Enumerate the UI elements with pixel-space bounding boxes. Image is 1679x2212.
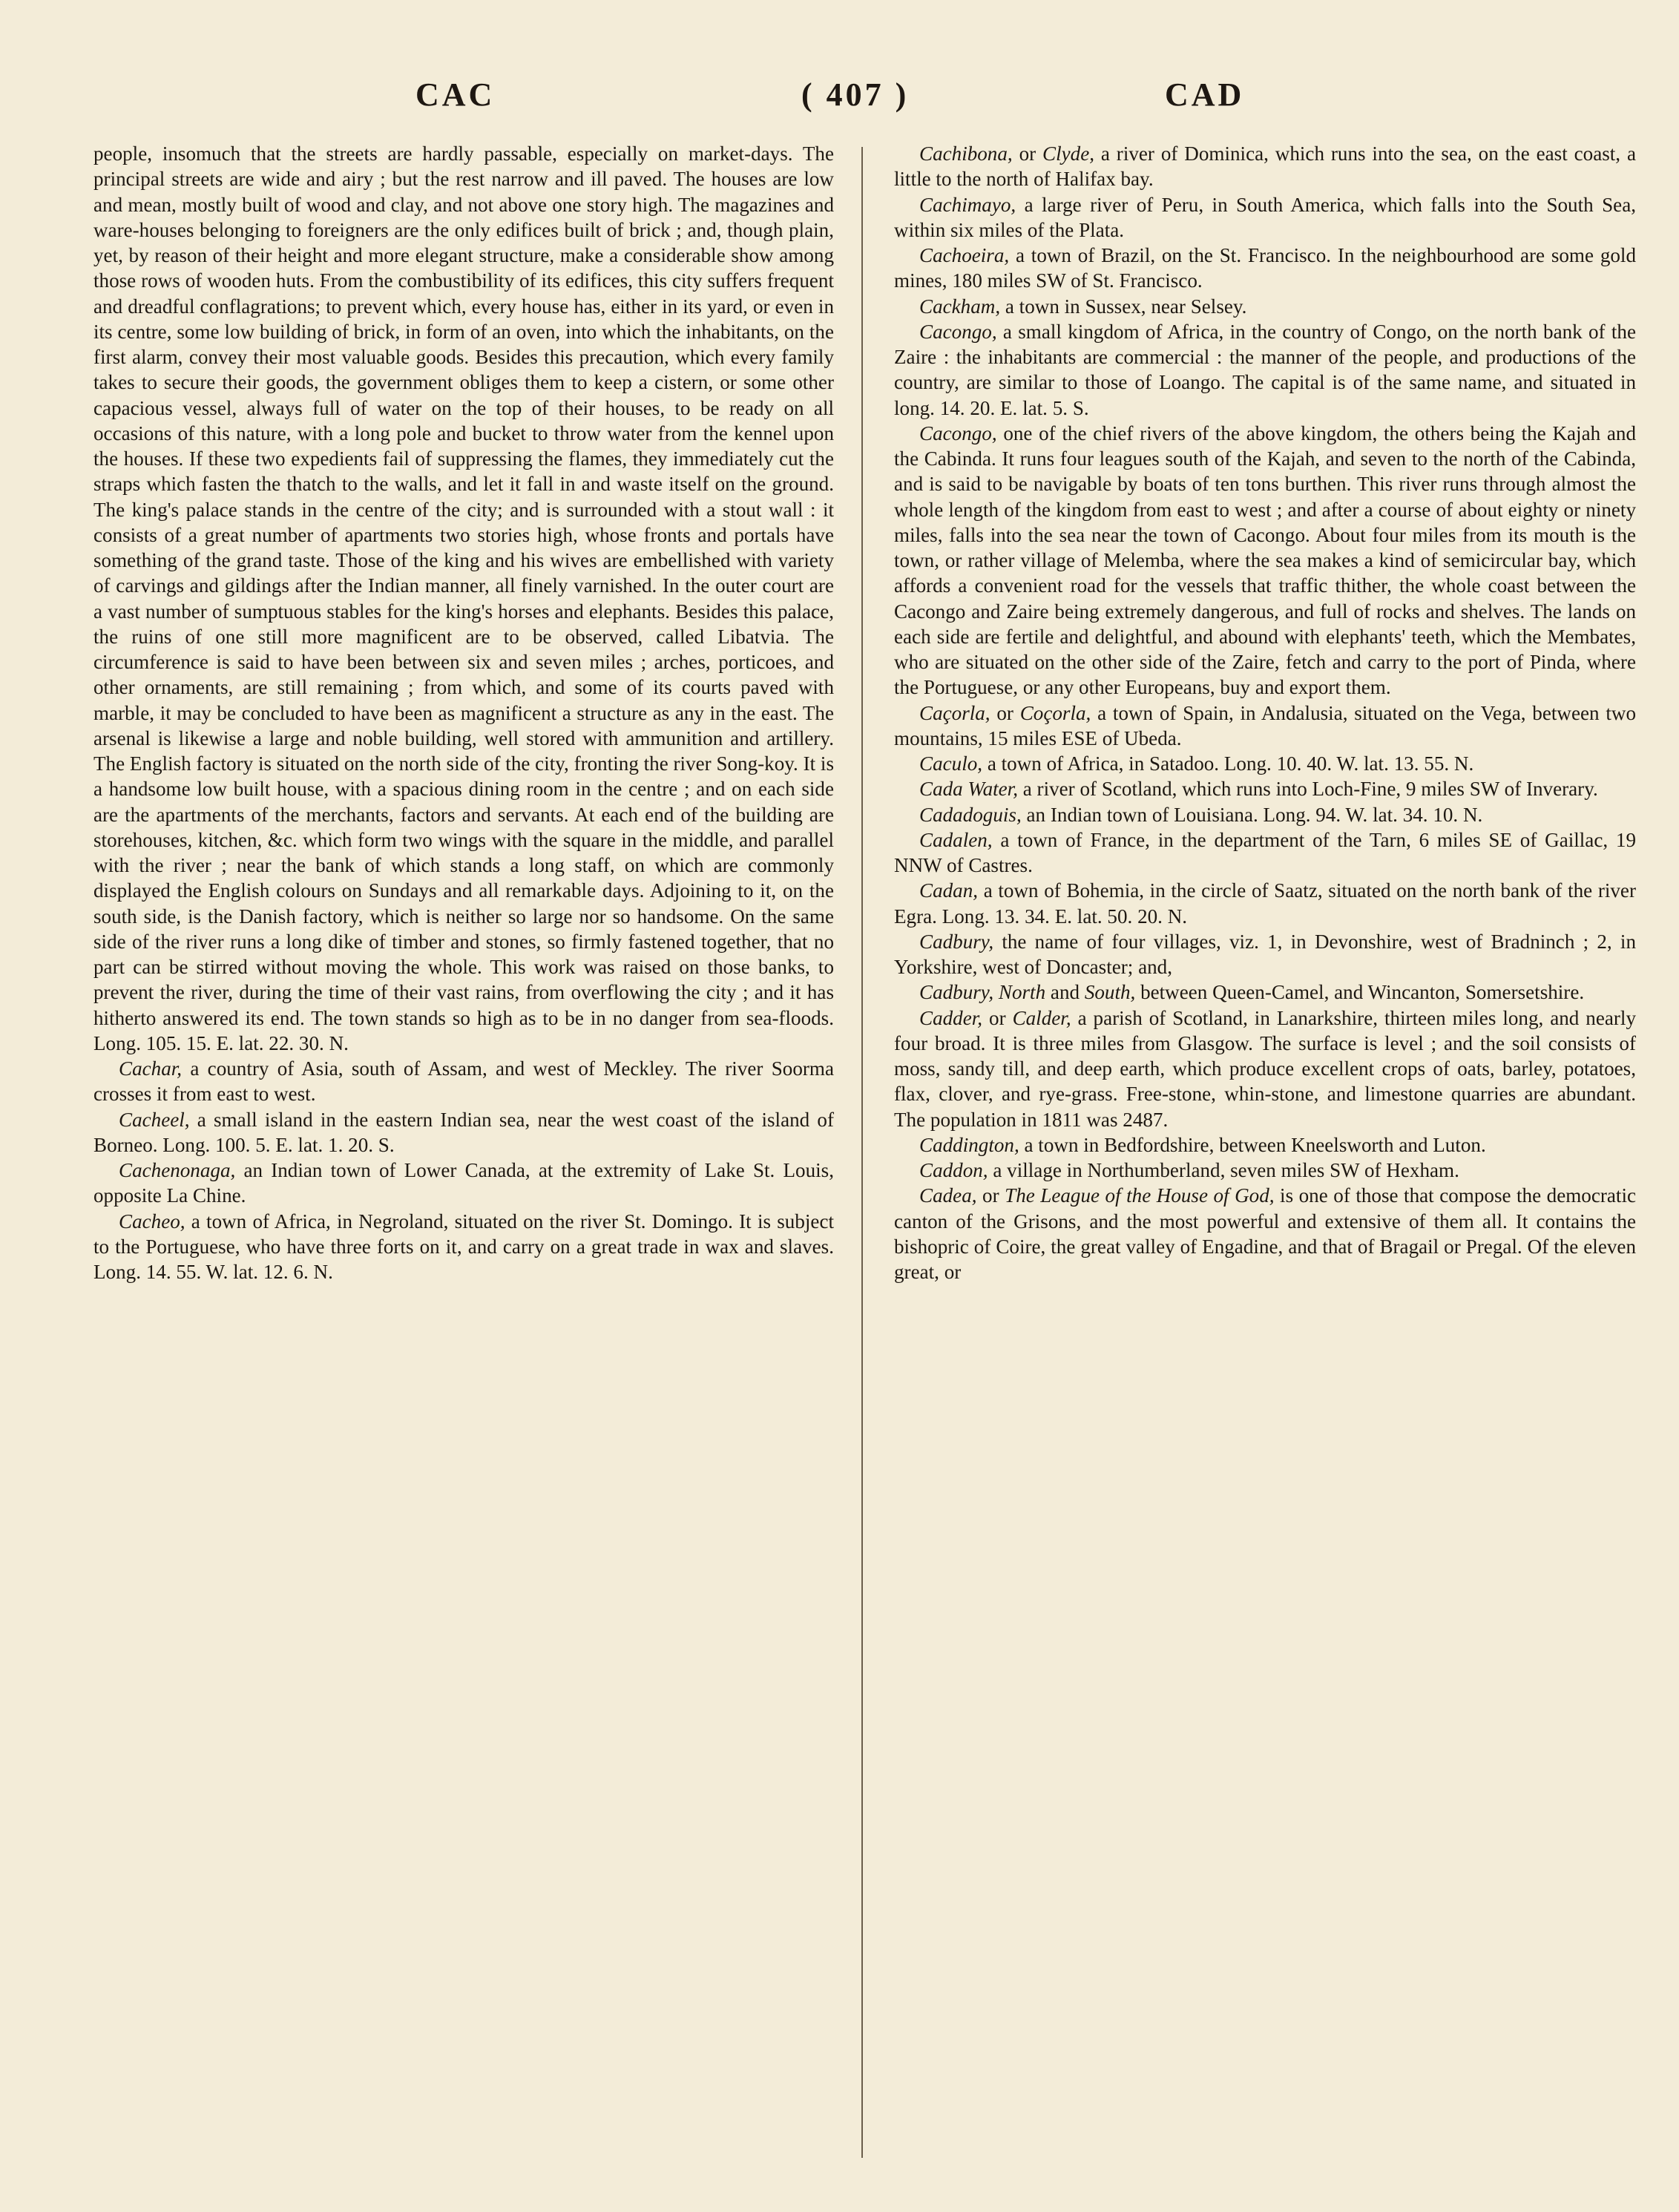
headword: Cackham, (919, 295, 1001, 318)
connector: or (976, 1184, 1005, 1207)
entry-caddington (894, 1132, 1636, 1158)
entry-text: a small island in the eastern Indian sea, near the west coast of the island of Borneo. Long. 100. 5. E. lat. 1. 20. S. (93, 1108, 834, 1156)
right-column (894, 141, 1636, 1284)
entry-caddon (894, 1158, 1636, 1183)
entry-cadder (894, 1005, 1636, 1132)
headword: Cadbury, (919, 981, 994, 1004)
entry-cacheel (93, 1107, 834, 1158)
entry-text: a town of Africa, in Satadoo. Long. 10. 40. W. lat. 13. 55. N. (982, 752, 1474, 775)
entry-text: a country of Asia, south of Assam, and west of Meckley. The river Soorma crosses it from east to west. (93, 1057, 834, 1106)
entry-text: a river of Scotland, which runs into Loch-Fine, 9 miles SW of Inverary. (1017, 778, 1598, 801)
headword: Cacongo, (919, 421, 997, 444)
headword: Caçorla, (919, 701, 990, 724)
connector: or (1012, 142, 1043, 165)
entry-text: is one of those that compose the democratic canton of the Grisons, and the most powerful and extensive of them all. It contains the bishopric of Coire, the great valley of Engadine, and that of Bragail or Pregal. Of the eleven great, or (894, 1184, 1636, 1283)
page-number: ( 407 ) (801, 76, 910, 113)
headword: Cachar, (119, 1057, 183, 1080)
connector: and (1045, 981, 1085, 1004)
alternate-headword: South, (1084, 981, 1136, 1004)
headword: Cada Water, (919, 778, 1018, 801)
entry-cacheo (93, 1209, 834, 1285)
alternate-headword: North (998, 981, 1046, 1004)
entry-cada-water (894, 776, 1636, 801)
entry-cachibona (894, 141, 1636, 192)
headword: Cacheel, (119, 1108, 190, 1131)
headword: Cadder, (919, 1006, 983, 1029)
header-left-catchword: CAC (415, 76, 496, 113)
entry-text: a river of Dominica, which runs into the sea, on the east coast, a little to the north of Halifax bay. (894, 142, 1636, 191)
entry-cachoeira (894, 243, 1636, 294)
entry-text: a town of France, in the department of the Tarn, 6 miles SE of Gaillac, 19 NNW of Castres. (894, 828, 1636, 876)
headword: Cadan, (919, 879, 979, 902)
entry-cadalen (894, 827, 1636, 879)
entry-text: between Queen-Camel, and Wincanton, Somersetshire. (1135, 981, 1585, 1004)
headword: Cachenonaga, (119, 1159, 236, 1181)
headword: Caculo, (919, 752, 983, 775)
entry-cacongo-kingdom (894, 319, 1636, 421)
entry-text: one of the chief rivers of the above kingdom, the others being the Kajah and the Cabinda. It runs four leagues south of the Kajah, and seven to the north of the Cabinda, and is said to be navigable by boats of ten tons burthen. This river runs through almost the whole length of the kingdom from east to west ; and after a course of about eighty or ninety miles, falls into the sea near the town of Cacongo. About four miles from its mouth is the town, or rather village of Melemba, where the sea makes a kind of semicircular bay, which affords a convenient road for the vessels that traffic thither, the whole coast between the Cacongo and Zaire being extremely dangerous, and full of rocks and shelves. The lands on each side are fertile and delightful, and abound with elephants' teeth, which the Membates, who are situated on the other side of the Zaire, fetch and carry to the port of Pinda, where the Portuguese, or any other Europeans, buy and export them. (894, 421, 1636, 699)
header-right-catchword: CAD (1165, 76, 1245, 113)
headword: Caddon, (919, 1159, 988, 1181)
entry-text: a town of Africa, in Negroland, situated on the river St. Domingo. It is subject to the Portuguese, who have three forts on it, and carry on a great trade in wax and slaves. Long. 14. 55. W. lat. 12. 6. N. (93, 1210, 834, 1283)
entry-text: a town of Spain, in Andalusia, situated on the Vega, between two mountains, 15 miles ESE of Ubeda. (894, 701, 1636, 749)
headword: Cadbury, (919, 930, 994, 953)
entry-text: a village in Northumberland, seven miles SW of Hexham. (988, 1159, 1459, 1181)
entry-text: a parish of Scotland, in Lanarkshire, thirteen miles long, and nearly four broad. It is three miles from Glasgow. The surface is level ; and the soil consists of moss, sandy till, and deep earth, which produce excellent crops of oats, barley, potatoes, flax, clover, and rye-grass. Free-stone, whin-stone, and limestone quarries are abundant. The population in 1811 was 2487. (894, 1006, 1636, 1131)
connector: or (982, 1006, 1013, 1029)
entry-cadea (894, 1183, 1636, 1284)
headword: Cachibona, (919, 142, 1013, 165)
entry-text: a large river of Peru, in South America, which falls into the South Sea, within six miles of the Plata. (894, 193, 1636, 241)
entry-text: a town in Sussex, near Selsey. (1000, 295, 1247, 318)
continued-entry-text: people, insomuch that the streets are hardly passable, especially on market-days. The principal streets are wide and airy ; but the rest narrow and ill paved. The houses are low and mean, mostly built of wood and clay, and not above one story high. The magazines and ware-houses belonging to foreigners are the only edifices built of brick ; and, though plain, yet, by reason of their height and more elegant structure, make a considerable show among those rows of wooden huts. From the combustibility of its edifices, this city suffers frequent and dreadful conflagrations; to prevent which, every house has, either in its yard, or even in its centre, some low building of brick, in form of an oven, into which the inhabitants, on the first alarm, convey their most valuable goods. Besides this precaution, which every family takes to secure their goods, the government obliges them to keep a cistern, or some other capacious vessel, always full of water on the top of their houses, to be ready on all occasions of this nature, with a long pole and bucket to throw water from the kennel upon the houses. If these two expedients fail of suppressing the flames, they immediately cut the straps which fasten the thatch to the walls, and let it fall in and waste itself on the ground. The king's palace stands in the centre of the city; and is surrounded with a stout wall : it consists of a great number of apartments two stories high, whose fronts and portals have something of the grand taste. Those of the king and his wives are embellished with variety of carvings and gildings after the Indian manner, all finely varnished. In the outer court are a vast number of sumptuous stables for the king's horses and elephants. Besides this palace, the ruins of one still more magnificent are to be observed, called Libatvia. The circumference is said to have been between six and seven miles ; arches, porticoes, and other ornaments, are still remaining ; from which, and some of its courts paved with marble, it may be concluded to have been as magnificent a structure as any in the east. The arsenal is likewise a large and noble building, well stored with ammunition and artillery. The English factory is situated on the north side of the city, fronting the river Song-koy. It is a handsome low built house, with a spacious dining room in the centre ; and on each side are the apartments of the merchants, factors and servants. At each end of the building are storehouses, kitchen, &c. which form two wings with the square in the middle, and parallel with the river ; near the bank of which stands a long staff, on which are commonly displayed the English colours on Sundays and all remarkable days. Adjoining to it, on the south side, is the Danish factory, which is neither so large nor so handsome. On the same side of the river runs a long dike of timber and stones, so firmly fastened together, that no part can be stirred without moving the whole. This work was raised on those banks, to prevent the river, during the time of their vast rains, from overflowing the city ; and it has hitherto answered its end. The town stands so high as to be in no danger from sea-floods. Long. 105. 15. E. lat. 22. 30. N. (93, 142, 834, 1054)
headword: Cadalen, (919, 828, 993, 851)
entry-text: a small kingdom of Africa, in the country of Congo, on the north bank of the Zaire : the inhabitants are commercial : the manner of the people, and productions of the country, are similar to those of Loango. The capital is of the same name, and situated in long. 14. 20. E. lat. 5. S. (894, 320, 1636, 419)
left-column (93, 141, 834, 1284)
entry-cadbury-north-south (894, 979, 1636, 1005)
alternate-headword: Calder, (1012, 1006, 1071, 1029)
entry-cadadoguis (894, 802, 1636, 827)
entry-cachenonaga (93, 1158, 834, 1209)
headword: Cacongo, (919, 320, 997, 343)
entry-text: the name of four villages, viz. 1, in Devonshire, west of Bradninch ; 2, in Yorkshire, west of Doncaster; and, (894, 930, 1636, 978)
entry-caculo (894, 751, 1636, 776)
entry-cadbury (894, 929, 1636, 980)
entry-cacorla (894, 700, 1636, 752)
headword: Cachimayo, (919, 193, 1016, 216)
headword: Cacheo, (119, 1210, 185, 1233)
entry-cachimayo (894, 192, 1636, 243)
entry-cadan (894, 878, 1636, 929)
entry-text: an Indian town of Louisiana. Long. 94. W. lat. 34. 10. N. (1021, 803, 1483, 826)
entry-text: a town in Bedfordshire, between Kneelsworth and Luton. (1019, 1133, 1486, 1156)
alternate-headword: Clyde, (1042, 142, 1095, 165)
alternate-headword: The League of the House of God, (1005, 1184, 1275, 1207)
alternate-headword: Coçorla, (1019, 701, 1091, 724)
column-divider (861, 147, 863, 2158)
headword: Cachoeira, (919, 244, 1010, 266)
entry-cackham (894, 294, 1636, 319)
connector (993, 981, 999, 1003)
entry-text: a town of Bohemia, in the circle of Saatz, situated on the north bank of the river Egra. Long. 13. 34. E. lat. 50. 20. N. (894, 879, 1636, 928)
entry-text: an Indian town of Lower Canada, at the extremity of Lake St. Louis, opposite La Chine. (93, 1159, 834, 1207)
entry-text: a town of Brazil, on the St. Francisco. In the neighbourhood are some gold mines, 180 miles SW of St. Francisco. (894, 244, 1636, 292)
running-header (0, 68, 1679, 120)
headword: Caddington, (919, 1133, 1019, 1156)
entry-cachar (93, 1056, 834, 1107)
entry-cacongo-river (894, 421, 1636, 700)
connector: or (990, 701, 1020, 724)
headword: Cadea, (919, 1184, 977, 1207)
headword: Cadadoguis, (919, 803, 1022, 826)
